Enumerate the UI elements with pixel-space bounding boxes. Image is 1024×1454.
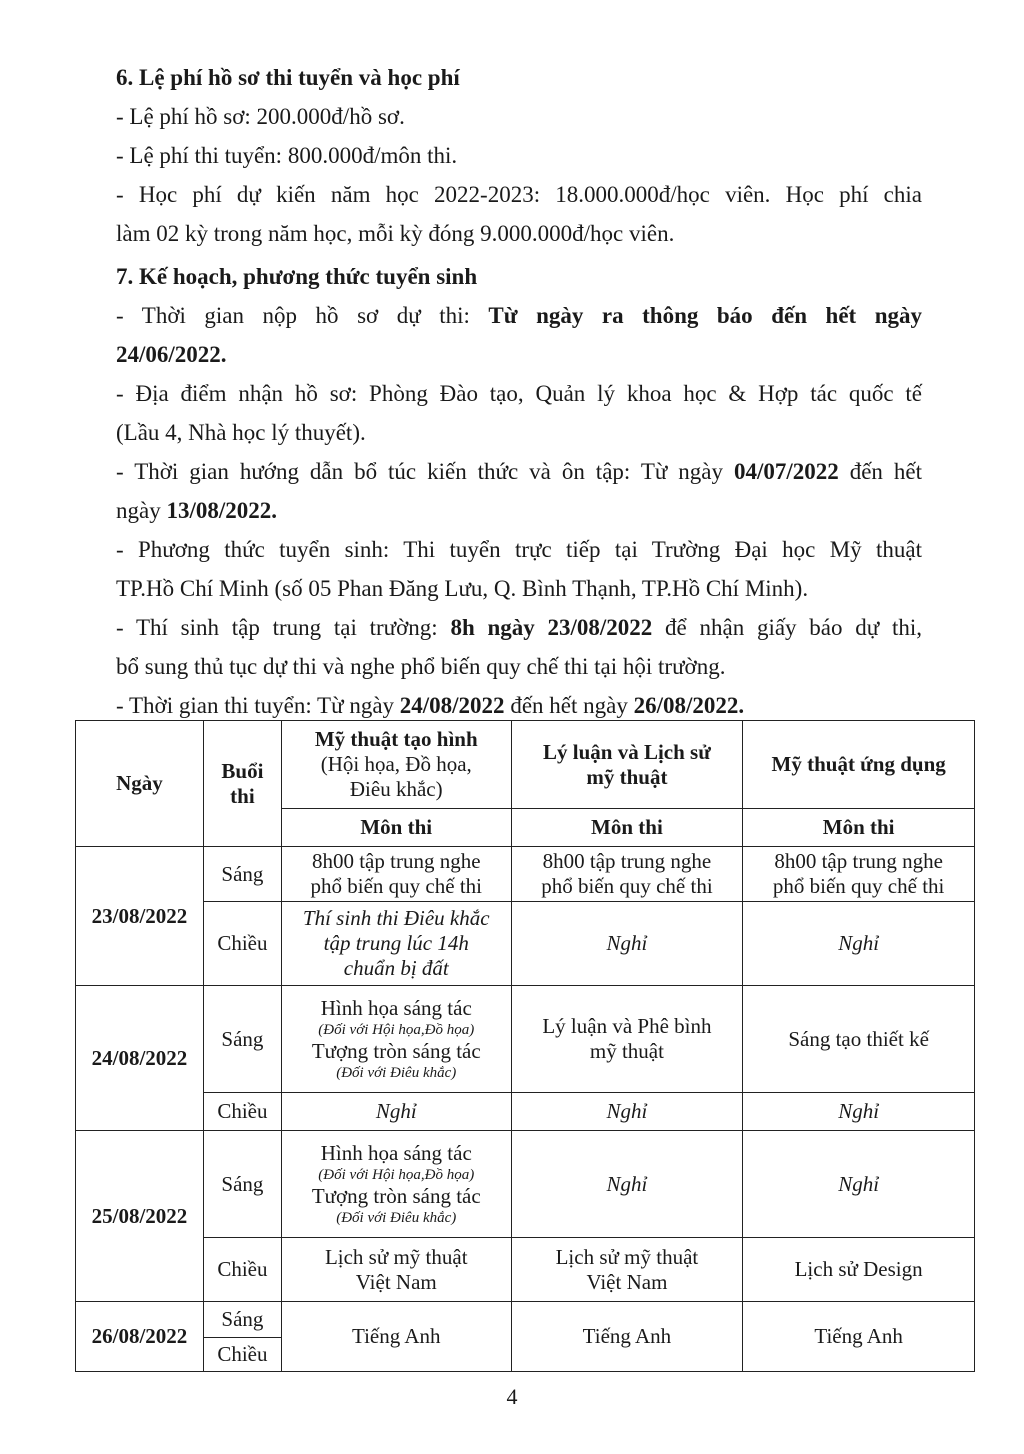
section-7-title: 7. Kế hoạch, phương thức tuyển sinh xyxy=(116,264,478,289)
exam-cell: Lịch sử mỹ thuật Việt Nam xyxy=(281,1238,511,1302)
exam-cell: Hình họa sáng tác (Đối với Hội họa,Đồ họa) Tượng tròn sáng tác (Đối với Điêu khắc) xyxy=(281,1131,511,1238)
date-cell: 25/08/2022 xyxy=(76,1131,204,1302)
exam-cell: Lý luận và Phê bình mỹ thuật xyxy=(511,986,743,1093)
paragraph: - Thời gian thi tuyển: Từ ngày 24/08/2022 đến hết ngày 26/08/2022. xyxy=(116,693,745,718)
table-row xyxy=(76,1093,975,1131)
paragraph: 24/06/2022. xyxy=(116,342,227,367)
table-row xyxy=(76,847,975,902)
fee-line: - Học phí dự kiến năm học 2022-2023: 18.000.000đ/học viên. Học phí chia xyxy=(116,182,922,207)
session-cell: Sáng xyxy=(203,986,281,1093)
header-subject: Môn thi xyxy=(511,809,743,847)
exam-cell: Thí sinh thi Điêu khắc tập trung lúc 14h chuẩn bị đất xyxy=(281,902,511,986)
exam-cell: Tiếng Anh xyxy=(511,1302,743,1372)
table-row xyxy=(76,1302,975,1338)
exam-cell: Nghỉ xyxy=(281,1093,511,1131)
session-cell: Chiều xyxy=(203,1093,281,1131)
paragraph: ngày 13/08/2022. xyxy=(116,498,277,523)
paragraph: - Thời gian nộp hồ sơ dự thi: Từ ngày ra thông báo đến hết ngày xyxy=(116,303,923,328)
session-cell: Chiều xyxy=(203,902,281,986)
exam-cell: Tiếng Anh xyxy=(743,1302,975,1372)
paragraph: - Địa điểm nhận hồ sơ: Phòng Đào tạo, Quản lý khoa học & Hợp tác quốc tế xyxy=(116,381,922,406)
header-theory-history: Lý luận và Lịch sử mỹ thuật xyxy=(511,721,743,809)
exam-cell: 8h00 tập trung nghe phổ biến quy chế thi xyxy=(743,847,975,902)
header-fine-arts: Mỹ thuật tạo hình (Hội họa, Đồ họa, Điêu khắc) xyxy=(281,721,511,809)
exam-cell: Nghỉ xyxy=(743,1131,975,1238)
session-cell: Chiều xyxy=(203,1238,281,1302)
exam-cell: Tiếng Anh xyxy=(281,1302,511,1372)
date-cell: 23/08/2022 xyxy=(76,847,204,986)
page-number: 4 xyxy=(506,1384,518,1409)
paragraph: bổ sung thủ tục dự thi và nghe phổ biến quy chế thi tại hội trường. xyxy=(116,654,726,679)
table-row xyxy=(76,986,975,1093)
header-day: Ngày xyxy=(76,721,204,847)
exam-cell: Nghỉ xyxy=(511,1131,743,1238)
header-subject: Môn thi xyxy=(743,809,975,847)
exam-cell: Nghỉ xyxy=(511,902,743,986)
exam-cell: Lịch sử mỹ thuật Việt Nam xyxy=(511,1238,743,1302)
exam-cell: 8h00 tập trung nghe phổ biến quy chế thi xyxy=(511,847,743,902)
session-cell: Sáng xyxy=(203,1131,281,1238)
paragraph: - Thời gian hướng dẫn bổ túc kiến thức và ôn tập: Từ ngày 04/07/2022 đến hết xyxy=(116,459,922,484)
header-applied-arts: Mỹ thuật ứng dụng xyxy=(743,721,975,809)
fee-line: làm 02 kỳ trong năm học, mỗi kỳ đóng 9.000.000đ/học viên. xyxy=(116,221,675,246)
session-cell: Chiều xyxy=(203,1338,281,1372)
table-header-row xyxy=(76,721,975,809)
section-7 xyxy=(116,257,922,725)
fee-line: - Lệ phí thi tuyển: 800.000đ/môn thi. xyxy=(116,143,458,168)
section-6 xyxy=(116,58,922,253)
paragraph: (Lầu 4, Nhà học lý thuyết). xyxy=(116,420,366,445)
table-row xyxy=(76,1131,975,1238)
fee-line: - Lệ phí hồ sơ: 200.000đ/hồ sơ. xyxy=(116,104,405,129)
paragraph: - Phương thức tuyển sinh: Thi tuyển trực tiếp tại Trường Đại học Mỹ thuật xyxy=(116,537,922,562)
paragraph: - Thí sinh tập trung tại trường: 8h ngày 23/08/2022 để nhận giấy báo dự thi, xyxy=(116,615,922,640)
table-row xyxy=(76,902,975,986)
exam-cell: Nghỉ xyxy=(743,1093,975,1131)
exam-cell: Hình họa sáng tác (Đối với Hội họa,Đồ họa) Tượng tròn sáng tác (Đối với Điêu khắc) xyxy=(281,986,511,1093)
session-cell: Sáng xyxy=(203,1302,281,1338)
session-cell: Sáng xyxy=(203,847,281,902)
header-session: Buổi thi xyxy=(203,721,281,847)
date-cell: 26/08/2022 xyxy=(76,1302,204,1372)
exam-schedule-table xyxy=(75,720,975,1372)
exam-cell: Lịch sử Design xyxy=(743,1238,975,1302)
date-cell: 24/08/2022 xyxy=(76,986,204,1131)
exam-cell: Sáng tạo thiết kế xyxy=(743,986,975,1093)
header-subject: Môn thi xyxy=(281,809,511,847)
paragraph: TP.Hồ Chí Minh (số 05 Phan Đăng Lưu, Q. Bình Thạnh, TP.Hồ Chí Minh). xyxy=(116,576,809,601)
exam-cell: Nghỉ xyxy=(743,902,975,986)
table-row xyxy=(76,1238,975,1302)
exam-cell: Nghỉ xyxy=(511,1093,743,1131)
section-6-title: 6. Lệ phí hồ sơ thi tuyển và học phí xyxy=(116,65,460,90)
exam-cell: 8h00 tập trung nghe phổ biến quy chế thi xyxy=(281,847,511,902)
